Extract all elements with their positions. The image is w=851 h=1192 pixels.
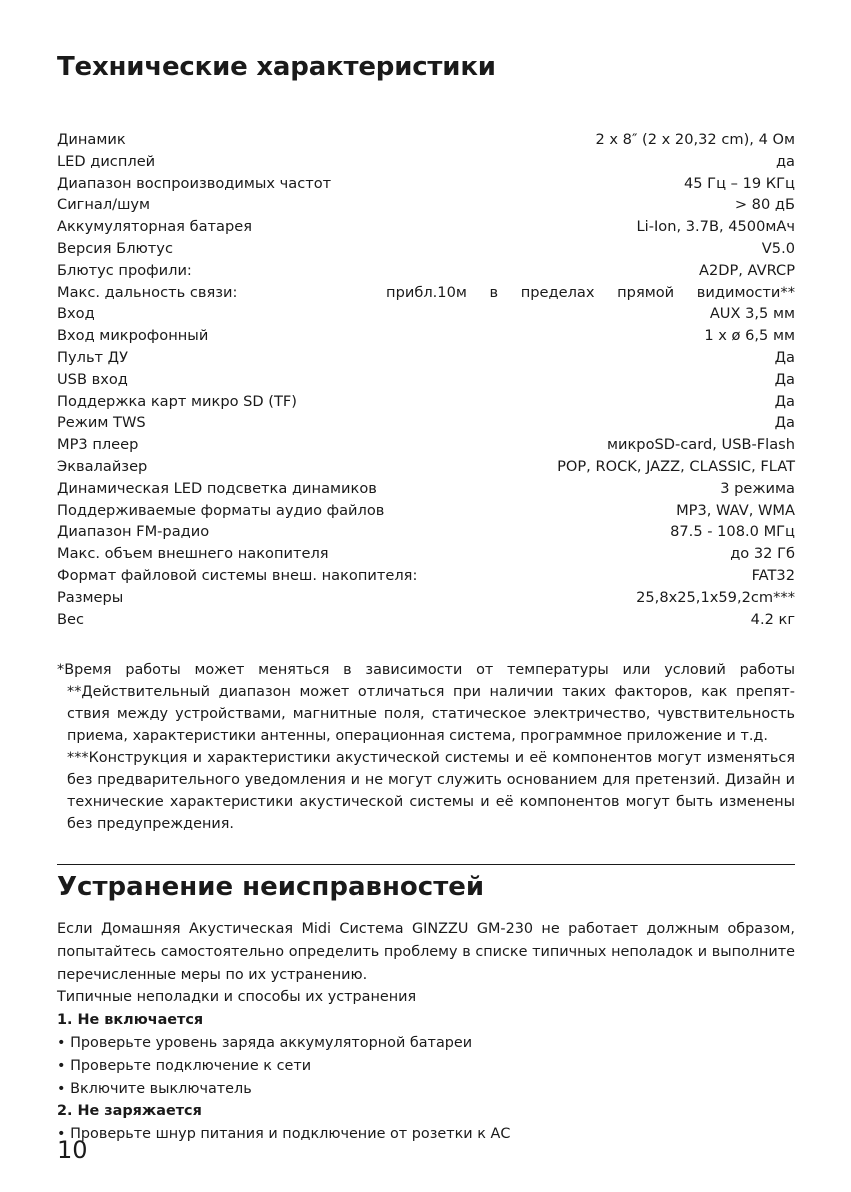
spec-row	[57, 521, 795, 543]
troubleshooting-intro: Если Домашняя Акустическая Midi Система GINZZU GM-230 не работает должным образом, попытайтесь самостоятельно определить проблему в списке типичных неполадок и выполните перечисленные меры по их устранению.	[57, 921, 795, 983]
spec-row	[57, 194, 795, 216]
spec-label: Размеры	[57, 588, 124, 606]
spec-label: LED дисплей	[57, 152, 156, 170]
spec-value: A2DP, AVRCP	[698, 261, 795, 279]
spec-label: МР3 плеер	[57, 436, 139, 454]
spec-row	[57, 587, 795, 609]
spec-row	[57, 282, 795, 304]
spec-value: микроSD-card, USB-Flash	[607, 436, 795, 454]
troubleshooting-section	[57, 918, 795, 1146]
footnote-range: **Действительный диапазон может отличаться при наличии таких факторов, как препятствия между устройствами, магнитные поля, статическое электричество, чувствительность приема, характеристики антенны, операционная система, программное приложение и т.д.	[67, 684, 795, 744]
spec-label: Вход	[57, 305, 95, 323]
spec-value: POP, ROCK, JAZZ, CLASSIC, FLAT	[557, 457, 795, 475]
spec-value: 25,8x25,1x59,2cm***	[636, 588, 795, 606]
spec-value: да	[775, 152, 795, 170]
spec-row	[57, 151, 795, 173]
spec-row	[57, 609, 795, 631]
spec-value: Да	[774, 392, 795, 410]
spec-row	[57, 434, 795, 456]
spec-row	[57, 500, 795, 522]
spec-label: Блютус профили:	[57, 261, 192, 279]
spec-label: Пульт ДУ	[57, 348, 128, 366]
troubleshooting-heading: Устранение неисправностей	[57, 872, 485, 902]
spec-value: FAT32	[751, 566, 795, 584]
issue-step: • Проверьте уровень заряда аккумуляторной батареи	[57, 1032, 795, 1055]
spec-row	[57, 478, 795, 500]
issue-step: • Проверьте подключение к сети	[57, 1055, 795, 1078]
spec-label: Сигнал/шум	[57, 196, 151, 214]
spec-label: Формат файловой системы внеш. накопителя:	[57, 566, 418, 584]
spec-value: 3 режима	[720, 479, 795, 497]
spec-row	[57, 391, 795, 413]
spec-row	[57, 303, 795, 325]
spec-value: Да	[774, 348, 795, 366]
spec-value: 87.5 - 108.0 МГц	[670, 523, 795, 541]
spec-value: 45 Гц – 19 КГц	[683, 174, 795, 192]
spec-label: Диапазон воспроизводимых частот	[57, 174, 332, 192]
specs-heading: Технические характеристики	[57, 52, 496, 82]
spec-value: AUX 3,5 мм	[709, 305, 795, 323]
spec-label: Вход микрофонный	[57, 327, 209, 345]
spec-row	[57, 543, 795, 565]
issue-title: 1. Не включается	[57, 1012, 204, 1029]
spec-row	[57, 456, 795, 478]
spec-row	[57, 325, 795, 347]
specs-table	[57, 129, 795, 630]
spec-row	[57, 412, 795, 434]
spec-value: Да	[774, 370, 795, 388]
spec-label: Поддерживаемые форматы аудио файлов	[57, 501, 385, 519]
footnote-design-changes: ***Конструкция и характеристики акустической системы и её компонентов могут изменяться без предварительного уведомления и не могут служить основанием для претензий. Дизайн и технические характеристики акустической системы и её компонентов могут быть изменены без предупреждения.	[67, 750, 795, 832]
troubleshooting-subheading: Типичные неполадки и способы их устранения	[57, 989, 417, 1006]
page-number: 10	[57, 1136, 88, 1164]
issue-title: 2. Не заряжается	[57, 1103, 202, 1120]
spec-row	[57, 565, 795, 587]
spec-label: Вес	[57, 610, 85, 628]
footnote-operating-time: *Время работы может меняться в зависимости от температуры или условий работы	[57, 662, 795, 678]
spec-label: Режим TWS	[57, 414, 146, 432]
spec-label: Эквалайзер	[57, 457, 148, 475]
spec-row	[57, 238, 795, 260]
spec-value: Да	[774, 414, 795, 432]
spec-value: прибл.10м в пределах прямой видимости**	[386, 283, 795, 301]
spec-label: Версия Блютус	[57, 239, 173, 257]
spec-label: Динамик	[57, 131, 126, 148]
issue-step: • Включите выключатель	[57, 1078, 795, 1101]
footnotes	[57, 659, 795, 835]
spec-row	[57, 129, 795, 151]
spec-value: 1 х ø 6,5 мм	[704, 327, 795, 345]
spec-value: до 32 Гб	[730, 545, 795, 563]
spec-value: 4.2 кг	[750, 610, 795, 628]
spec-label: Диапазон FM-радио	[57, 523, 210, 541]
issue-step: • Проверьте шнур питания и подключение от розетки к АС	[57, 1123, 795, 1146]
section-divider	[57, 864, 795, 865]
spec-label: Макс. дальность связи:	[57, 283, 238, 301]
spec-row	[57, 216, 795, 238]
spec-label: USB вход	[57, 370, 128, 388]
spec-value: > 80 дБ	[734, 196, 795, 214]
spec-value: Li-Ion, 3.7В, 4500мАч	[636, 218, 795, 236]
spec-label: Макс. объем внешнего накопителя	[57, 545, 329, 563]
spec-row	[57, 173, 795, 195]
spec-value: MP3, WAV, WMA	[676, 501, 795, 519]
spec-value: 2 x 8″ (2 x 20,32 cm), 4 Ом	[595, 131, 795, 148]
spec-label: Динамическая LED подсветка динамиков	[57, 479, 377, 497]
spec-row	[57, 260, 795, 282]
spec-value: V5.0	[761, 239, 795, 257]
spec-row	[57, 369, 795, 391]
spec-label: Аккумуляторная батарея	[57, 218, 253, 236]
spec-label: Поддержка карт микро SD (TF)	[57, 392, 298, 410]
spec-row	[57, 347, 795, 369]
